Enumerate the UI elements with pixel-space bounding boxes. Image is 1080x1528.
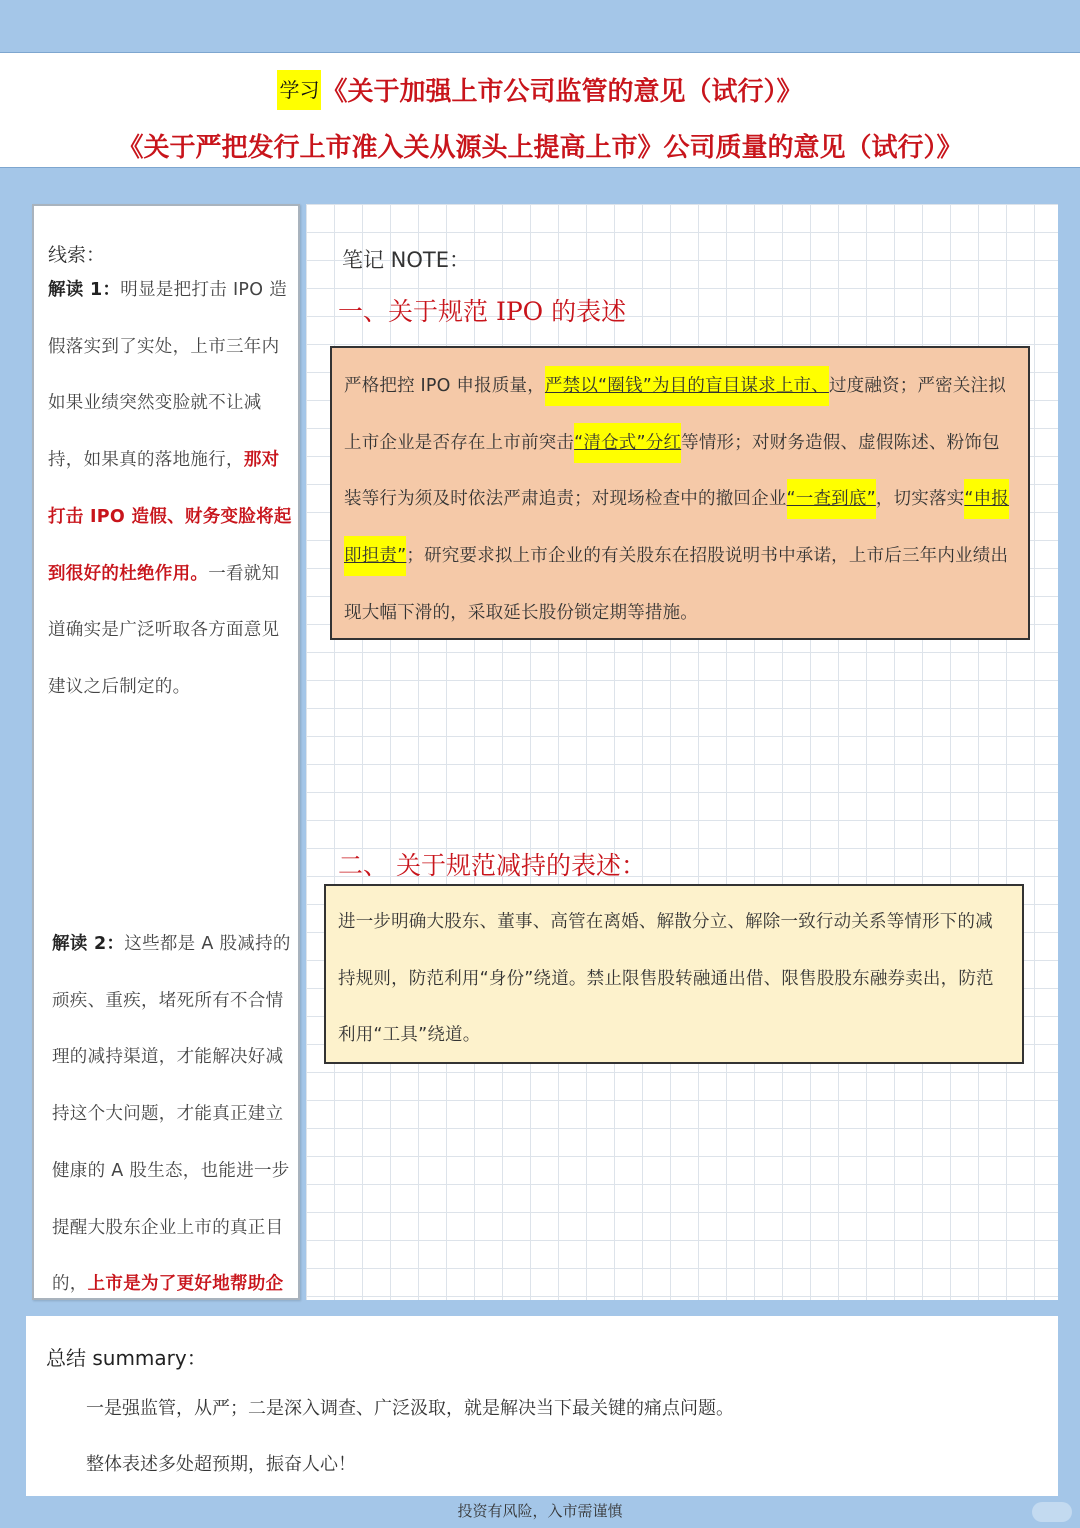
page-header [0, 52, 1080, 168]
section-1-p3: 等情形；对财务造假、虚假陈述、粉饰包装等行为须及时依法严肃追责；对现场检查中的撤回企业 [344, 432, 1000, 510]
clue-1-text-a: 明显是把打击 IPO 造假落实到了实处，上市三年内如果业绩突然变脸就不让减持，如果真的落地施行， [48, 280, 287, 471]
summary-panel [26, 1316, 1058, 1496]
watermark-badge [1032, 1502, 1072, 1522]
section-1-p2: 过度融资；严密关注拟上市企业是否存在上市前突击 [344, 376, 1006, 453]
study-tag: 学习 [277, 70, 321, 110]
section-2-text: 进一步明确大股东、董事、高管在离婚、解散分立、解除一致行动关系等情形下的减持规则，防范利用“身份”绕道。禁止限售股转融通出借、限售股股东融券卖出，防范利用“工具”绕道。 [338, 912, 994, 1046]
highlight-yichadaodi: “一查到底” [787, 479, 876, 519]
notes-panel [306, 204, 1058, 1300]
summary-line-2: 整体表述多处超预期，振奋人心！ [86, 1454, 356, 1475]
clue-item-2 [52, 916, 296, 1370]
section-1-p4: ，切实落实 [875, 489, 965, 510]
footer-disclaimer: 投资有风险，入市需谨慎 [457, 1502, 623, 1520]
clue-2-emphasis: 上市是为了更好地帮助企 [87, 1274, 284, 1295]
clue-1-label: 解读 1： [48, 280, 121, 300]
highlight-qingcangshi: “清仓式”分红 [574, 423, 681, 463]
section-2-title: 二、 关于规范减持的表述： [338, 851, 646, 880]
clue-2-label: 解读 2： [52, 934, 125, 954]
clue-1-emphasis: 那对打击 IPO 造假、财务变脸将起到很好的杜绝作用。 [48, 450, 292, 584]
clues-label: 线索： [48, 244, 106, 266]
title-line-1 [0, 71, 1080, 108]
clue-1-text-b: 一看就知道确实是广泛听取各方面意见建议之后制定的。 [48, 563, 280, 697]
highlight-shenbaojidanze: “申报即担责” [344, 479, 1009, 576]
section-1-box [330, 346, 1030, 640]
clue-item-1 [48, 262, 292, 716]
title-1: 《关于加强上市公司监管的意见（试行）》 [321, 77, 803, 107]
section-1-p5: ；研究要求拟上市企业的有关股东在招股说明书中承诺，上市后三年内业绩出现大幅下滑的，采取延长股份锁定期等措施。 [344, 546, 1009, 623]
summary-label: 总结 summary： [46, 1346, 207, 1370]
section-1-title: 一、关于规范 IPO 的表述 [338, 297, 627, 326]
clue-2-text-a: 这些都是 A 股减持的顽疾、重疾，堵死所有不合情理的减持渠道，才能解决好减持这个大问题，才能真正建立健康的 A 股生态，也能进一步提醒大股东企业上市的真正目的， [52, 934, 291, 1295]
title-2: 《关于严把发行上市准入关从源头上提高上市》公司质量的意见（试行）》 [117, 133, 963, 163]
section-2-box [324, 884, 1024, 1064]
highlight-quanqian: 严禁以“圈钱”为目的盲目谋求上市、 [545, 366, 829, 406]
summary-line-1: 一是强监管，从严；二是深入调查、广泛汲取，就是解决当下最关键的痛点问题。 [86, 1398, 734, 1419]
clues-panel [32, 204, 300, 1300]
section-1-p1: 严格把控 IPO 申报质量， [344, 376, 545, 396]
notes-label: 笔记 NOTE： [342, 248, 471, 272]
